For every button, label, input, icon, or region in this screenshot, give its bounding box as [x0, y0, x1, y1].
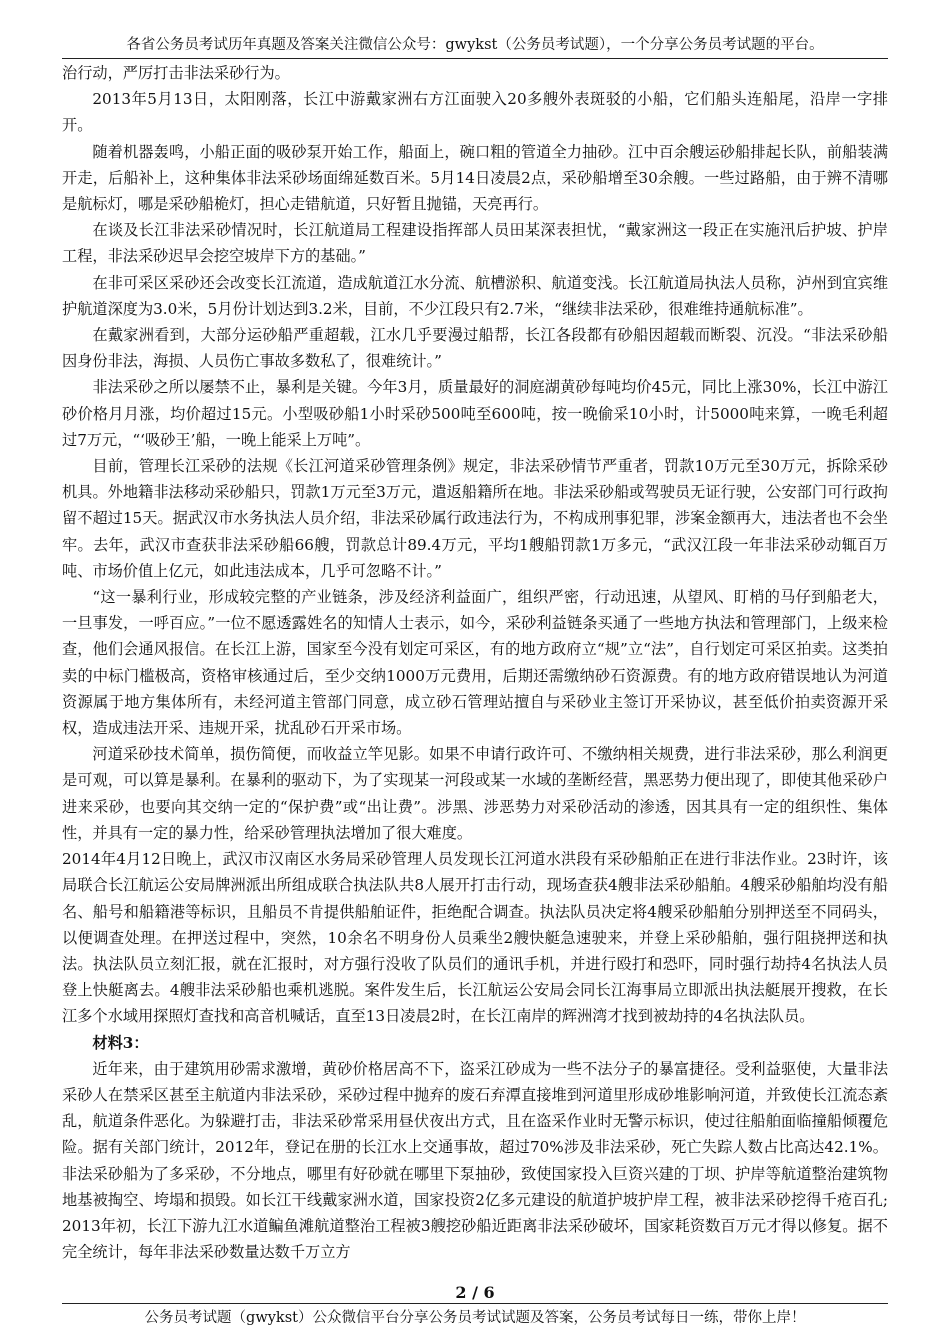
paragraph: 近年来，由于建筑用砂需求激增，黄砂价格居高不下，盗采江砂成为一些不法分子的暴富捷径。受利益驱使，大量非法采砂人在禁采区甚至主航道内非法采砂，采砂过程中抛弃的废石弃潭直接堆到河道里形成砂堆影响河道，并致使长江流态紊乱，航道条件恶化。为躲避打击，非法采砂常采用昼伏夜出方式，且在盗采作业时无警示标识，使过往船舶面临撞船倾覆危险。据有关部门统计，2012年，登记在册的长江水上交通事故，超过70%涉及非法采砂，死亡失踪人数占比高达42.1%。非法采砂船为了多采砂，不分地点，哪里有好砂就在哪里下泵抽砂，致使国家投入巨资兴建的丁坝、护岸等航道整治建筑物地基被掏空、垮塌和损毁。如长江干线戴家洲水道，国家投资2亿多元建设的航道护坡护岸工程，被非法采砂挖得千疮百孔;2013年初，长江下游九江水道鳊鱼滩航道整治工程被3艘挖砂船近距离非法采砂破坏，国家耗资数百万元才得以修复。据不完全统计，每年非法采砂数量达数千万立方 [62, 1059, 888, 1262]
paragraph: 在戴家洲看到，大部分运砂船严重超载，江水几乎要漫过船帮，长江各段都有砂船因超载而断裂、沉没。“非法采砂船因身份非法，海损、人员伤亡事故多数私了，很难统计。” [62, 326, 888, 371]
paragraph: 2013年5月13日，太阳刚落，长江中游戴家洲右方江面驶入20多艘外表斑驳的小船，它们船头连船尾，沿岸一字排开。 [62, 90, 888, 135]
page-number: 2 / 6 [455, 1283, 495, 1302]
paragraph: 河道采砂技术简单，损伤简便，而收益立竿见影。如果不申请行政许可、不缴纳相关规费，进行非法采砂，那么利润更是可观，可以算是暴利。在暴利的驱动下，为了实现某一河段或某一水域的垄断经营，黑恶势力便出现了，即使其他采砂户进来采砂，也要向其交纳一定的“保护费”或“出让费”。涉黑、涉恶势力对采砂活动的渗透，因其具有一定的组织性、集体性，并具有一定的暴力性，给采砂管理执法增加了很大难度。 [62, 745, 888, 842]
paragraph: 在谈及长江非法采砂情况时，长江航道局工程建设指挥部人员田某深表担忧，“戴家洲这一段正在实施汛后护坡、护岸工程，非法采砂迟早会挖空坡岸下方的基础。” [62, 221, 888, 266]
header-text: 各省公务员考试历年真题及答案关注微信公众号：gwykst（公务员考试题），一个分享公务员考试题的平台。 [126, 37, 824, 53]
footer-text: 公务员考试题（gwykst）公众微信平台分享公务员考试试题及答案，公务员考试每日一练，带你上岸！ [144, 1310, 806, 1326]
section-heading: 材料3： [92, 1033, 149, 1052]
paragraph: 2014年4月12日晚上，武汉市汉南区水务局采砂管理人员发现长江河道水洪段有采砂船舶正在进行非法作业。23时许，该局联合长江航运公安局牌洲派出所组成联合执法队共8人展开打击行动，现场查获4艘非法采砂船舶。4艘采砂船舶均没有船名、船号和船籍港等标识，且船员不肯提供船舶证件，拒绝配合调查。执法队员决定将4艘采砂船舶分别押送至不同码头，以便调查处理。在押送过程中，突然，10余名不明身份人员乘坐2艘快艇急速驶来，并登上采砂船舶，强行阻挠押送和执法。执法队员立刻汇报，就在汇报时，对方强行没收了队员们的通讯手机，并进行殴打和恐吓，同时强行劫持4名执法人员登上快艇离去。4艘非法采砂船也乘机逃脱。案件发生后，长江航运公安局会同长江海事局立即派出执法艇展开搜救，在长江多个水域用探照灯查找和高音机喊话，直至13日凌晨2时，在长江南岸的辉洲湾才找到被劫持的4名执法队员。 [62, 850, 888, 1026]
paragraph: “这一暴利行业，形成较完整的产业链条，涉及经济利益面广，组织严密，行动迅速，从望风、盯梢的马仔到船老大，一旦事发，一呼百应。”一位不愿透露姓名的知情人士表示，如今，采砂利益链条买通了一些地方执法和管理部门，上级来检查，他们会通风报信。在长江上游，国家至今没有划定可采区，有的地方政府立“规”立“法”，自行划定可采区拍卖。这类拍卖的中标门槛极高，资格审核通过后，至少交纳1000万元费用，后期还需缴纳砂石资源费。有的地方政府错误地认为河道资源属于地方集体所有，未经河道主管部门同意，成立砂石管理站擅自与采砂业主签订开采协议，甚至低价拍卖资源开采权，造成违法开采、违规开采，扰乱砂石开采市场。 [62, 588, 888, 738]
paragraph: 随着机器轰鸣，小船正面的吸砂泵开始工作，船面上，碗口粗的管道全力抽砂。江中百余艘运砂船排起长队，前船装满开走，后船补上，这种集体非法采砂场面绵延数百米。5月14日凌晨2点，采砂船增至30余艘。一些过路船，由于辨不清哪是航标灯，哪是采砂船桅灯，担心走错航道，只好暂且抛锚，天亮再行。 [62, 142, 888, 214]
footer-divider [62, 1303, 888, 1304]
paragraph: 目前，管理长江采砂的法规《长江河道采砂管理条例》规定，非法采砂情节严重者，罚款10万元至30万元，拆除采砂机具。外地籍非法移动采砂船只，罚款1万元至3万元，遣返船籍所在地。非法采砂船或驾驶员无证行驶，公安部门可行政拘留不超过15天。据武汉市水务执法人员介绍，非法采砂属行政违法行为，不构成刑事犯罪，涉案金额再大，违法者也不会坐牢。去年，武汉市查获非法采砂船66艘，罚款总计89.4万元，平均1艘船罚款1万多元，“武汉江段一年非法采砂动辄百万吨、市场价值上亿元，如此违法成本，几乎可忽略不计。” [62, 457, 888, 580]
paragraph: 在非可采区采砂还会改变长江流道，造成航道江水分流、航槽淤积、航道变浅。长江航道局执法人员称，泸州到宜宾维护航道深度为3.0米，5月份计划达到3.2米，目前，不少江段只有2.7米，“继续非法采砂，很难维持通航标准”。 [62, 273, 888, 318]
page-header [62, 0, 888, 59]
paragraph: 非法采砂之所以屡禁不止，暴利是关键。今年3月，质量最好的洞庭湖黄砂每吨均价45元，同比上涨30%，长江中游江砂价格月月涨，均价超过15元。小型吸砂船1小时采砂500吨至600吨，按一晚偷采10小时，计5000吨来算，一晚毛利超过7万元，“‘吸砂王’船，一晚上能采上万吨”。 [62, 378, 888, 449]
document-body [62, 60, 888, 1265]
paragraph: 治行动，严厉打击非法采砂行为。 [62, 64, 290, 82]
